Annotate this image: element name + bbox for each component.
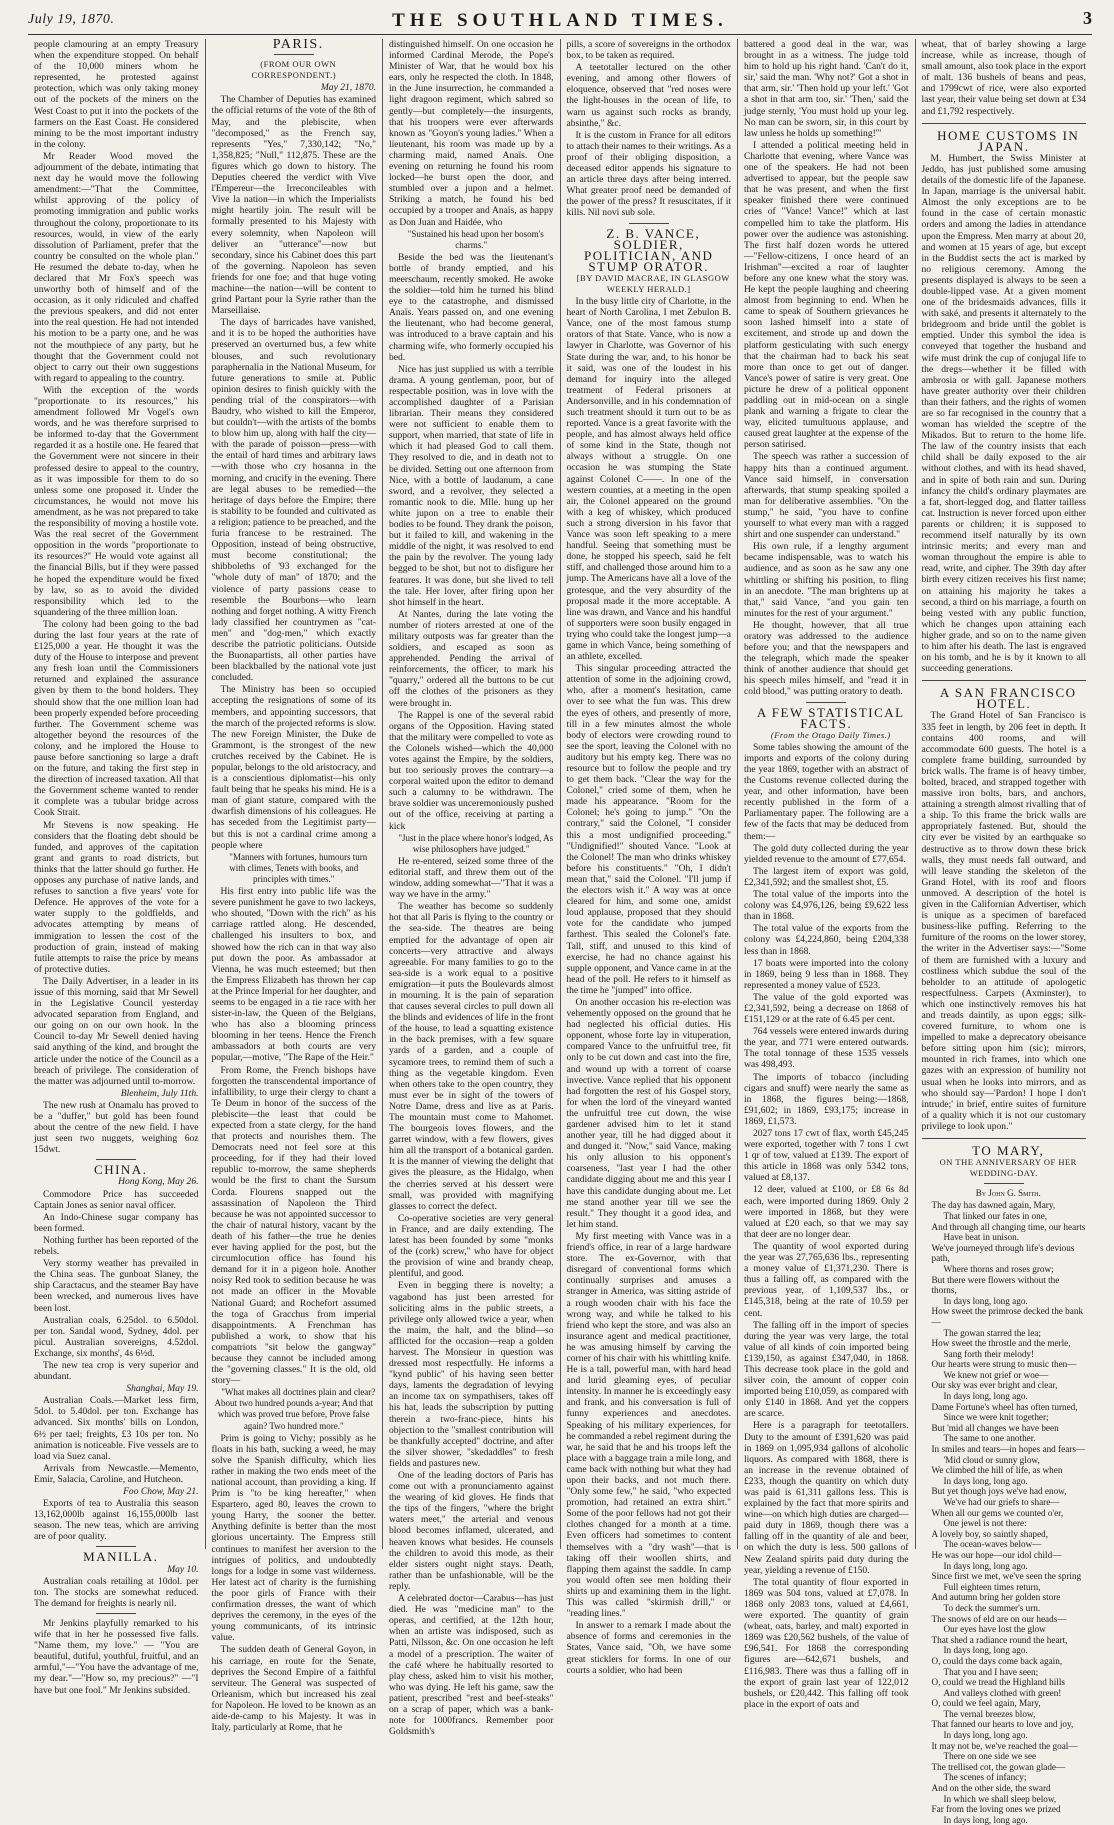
verse-line: In days long, long ago. [943, 1645, 1028, 1656]
poem [922, 1200, 1087, 1825]
column-4 [561, 39, 739, 1676]
verse-line: He was our hope—our idol child— [931, 1549, 1062, 1560]
paragraph: The largest item of export was gold, £2,341,592; and the smallest shot, £5. [744, 865, 909, 888]
verse-line: But 'mid all changes we have been [931, 1422, 1059, 1433]
paragraph: M. Humbert, the Swiss Minister at Jeddo, has just published some amusing details of the domestic life of the Japanese. In Japan, marriage is the universal habit. Almost the only exceptions are to be found in the case of certain monastic orders and among the ladies in attendance upon the Empress. Men marry at about 20, and women at 15 years of age, but except in the Buddist sects the act is marked by no religious ceremony. Among the presents displayed is always to be seen a double-lipped vase. At a given moment one of the bridesmaids advances, fills it with saké, and presents it alternately to the bridegroom and bride until the goblet is emptied. Under this symbol the idea is conveyed that together the husband and wife must drink the cup of conjugal life to the dregs—whether it be filled with ambrosia or with gall. Japanese mothers have greater authority over their children than their fathers, and the rights of women are so far recognised in the country that a woman has wielded the sceptre of the Mikados. But to return to the home life. The law of the country insists that each child shall be daily exposed to the air without clothes, and with its head shaved, and in spite of both rain and sun. During infancy the child's ordinary playmates are a fat, short-legged dog, and flatter tailless cat. Instruction is never forced upon either parents or children; it is supposed to recommend itself naturally by its own intrinsic merits; and every man and woman throughout the empire is able to read, write, and cipher. The 39th day after birth every citizen receives his first name; on attaining his majority he takes a second, a third on his marriage, a fourth on being vested with any public function, which he changes upon attaining each higher grade, and so on to the name given to him after his death. The last is engraved on his tomb, and he is by it known to all succeeding generations. [921, 152, 1086, 675]
verse-line: A lovely boy, so saintly shaped, [931, 1528, 1049, 1539]
columns [28, 37, 1092, 1825]
verse-line: The scenes of infancy; [943, 1772, 1027, 1783]
verse-line: Sang forth their melody! [943, 1348, 1035, 1359]
divider [922, 1138, 1087, 1139]
paragraph: Australian coals, 6.25dol. to 6.50dol. per ton. Sandal wood, Sydney, 4dol. per picul. Australian sovereigns, 4.52dol. Exchange, six months', 4s 6½d. [34, 1314, 199, 1359]
paragraph: The falling off in the import of species during the year was very large, the total value of all kinds of coin imported being £139,150, as against £347,040, in 1868. This decrease took place in the gold and silver coin, the amount of copper coin imported being £10,059, as compared with only £140 in 1868. And yet the coppers are scarce. [744, 1319, 909, 1420]
verse-line: Since we were knit together; [943, 1412, 1049, 1423]
article-subheading: (From the Otago Daily Times.) [770, 729, 891, 740]
paragraph: The gold duty collected during the year yielded revenue to the amount of £77,654. [744, 842, 909, 865]
paragraph: His own rule, if a lengthy argument became indispensable, was to watch his audience, and as soon as he saw any one whittling or shifting his position, to fling in an anecdote. "The man brightens up at that," said Vance, "and you gain ten minutes for the rest of your argument." [744, 541, 909, 619]
divider [96, 1546, 136, 1547]
paragraph: Australian Coals.—Market less firm, 5dol. to 5.40dol. per ton. Exchange has advanced. Six months' bills on London, 6½ per tael; freights, £3 10s per ton. No animation is noticeable. Five vessels are to load via Suez canal. [34, 1395, 199, 1462]
paragraph: His first entry into public life was the severe punishment he gave to two lackeys, who shouted, "Down with the rich" as his carriage rattled along. He descended, challenged his insulters to box, and showed how the rich can in that way also put down the poor. As ambassador at Vienna, he was much esteemed; but then the Empress Elizabeth has thrown her cap at the Prince Imperial for her daughter, and seems to be engaged in a tie race with her sister-in-law, the Queen of the Belgians, who has also a blooming princess blooming in her teens. Hence the French ambassadors at both courts are very popular,—motive, "The Rape of the Heir." [211, 886, 376, 1064]
poem-subtitle: ON THE ANNIVERSARY OF HER WEDDING-DAY. [939, 1157, 1077, 1179]
verse-line: We climbed the hill of life, as when [931, 1465, 1063, 1476]
paragraph: Australian coals retailing at 10dol. per ton. The stocks are somewhat reduced. The demand for freights is nearly nil. [34, 1575, 199, 1609]
paragraph: The new rush at Onamalu has proved to be a "duffer," but gold has been found about the centre of the new field. I have just seen two nuggets, weighing 6oz 15dwt. [34, 1099, 199, 1156]
paragraph: On another occasion his re-election was vehemently opposed on the ground that he had neglected his official duties. His opponent, whose forte lay in vituperation, compared Vance to the unfruitful tree, fit only to be cut down and cast into the fire, and wound up with a torrent of coarse invective. Vance replied that his opponent had forgotten the rest of his Gospel story, for when the lord of the vineyard wanted the unfruitful tree cut down, the wise gardener advised him to let it stand another year, till he had digged about it and dunged it. "Now," said Vance, making his only allusion to his opponent's coarseness, "last year I had the other candidate digging about me and this year I have this candidate dunging about me. Let me stand another year till we see the result." They thought it a good idea, and let him stand. [566, 996, 731, 1230]
verse-line: And autumn bring her golden store [931, 1592, 1061, 1603]
verse-line: The same to one another. [943, 1433, 1036, 1444]
verse-line: That fanned our hearts to love and joy, [931, 1719, 1074, 1730]
paragraph: 12 deer, valued at £100, or £8 6s 8d each, were imported during 1869. Only 2 were imported in 1868, but they were valued at £20 each, so that we may say that deer are no longer dear. [744, 1184, 909, 1240]
divider [922, 680, 1087, 681]
article-subheading: [BY DAVID MACRAE, IN GLASGOW WEEKLY HERALD.] [576, 272, 730, 294]
column-5 [738, 39, 916, 1710]
verse-line: In smiles and tears—in hopes and fears— [931, 1444, 1086, 1455]
paragraph: A celebrated doctor—Carabus—has just died. He was "medicine man" to the operas, and certified, at the 12th hour, when an artiste was indisposed, such as Patti, Nilsson, &c. On one occasion he left a model of a prescription. The waiter of the café where he habitually resorted to play chess, asked him to visit his mother, who was dying. He left his game, saw the patient, prescribed "rest and beef-steaks" on a scrap of paper, which was a bank-note for 1000francs. Remember poor Goldsmith's [389, 1593, 554, 1738]
article-subheading: (FROM OUR OWN CORRESPONDENT.) [251, 59, 337, 81]
paragraph: pills, a score of sovereigns in the orthodox box, to be taken as required. [566, 39, 731, 62]
newspaper-title: THE SOUTHLAND TIMES. [392, 10, 728, 31]
issue-date: July 19, 1870. [28, 12, 115, 27]
paragraph: battered a good deal in the war, was brought in as a witness. The judge told him to hold up his right hand. 'Can't do it, sir,' said the man. 'Why not?' Got a shot in that arm, sir.' 'Then hold up your left.' 'Got a shot in that arm too, sir.' 'Then,' said the judge sternly, 'You must hold up your leg. No man can be sworn, sir, in this court by law unless he holds up something!'" [744, 39, 909, 139]
paragraph: One of the leading doctors of Paris has come out with a pronunciamento against the wearing of kid gloves. He finds that the tips of the fingers, "where the bright waters meet," the arterial and venous blood becomes inflamed, ulcerated, and heaven knows what besides. He counsels the children to avoid this mode, as their elder sisters ought night stays. Death, rather than be unfashionable, will be the reply. [389, 1470, 554, 1592]
verse-quote: "Manners with fortunes, humours turn with climes, Tenets with books, and principles with times." [229, 851, 368, 884]
divider [922, 123, 1087, 124]
verse-line: And on the other side, the sward [931, 1783, 1051, 1794]
paragraph: The Rappel is one of the several rabid organs of the Opposition. Having stated that the military were compelled to vote as the Colonels wished—which the 40,000 votes against the Empire, by the soldiers, but too seriously proves the contrary—a corporal waited upon the editor to demand such a calumny to be withdrawn. The brave soldier was unceremoniously pushed out of the office, receiving at parting a kick [389, 709, 554, 832]
verse-line: That linked our fates in one, [943, 1210, 1048, 1221]
paragraph: The speech was rather a succession of happy hits than a continued argument. Vance said himself, in conversation afterwards, that stump speaking spoiled a man for deliberative assemblies. "On the stump," he said, "you have to confine yourself to what every man with a ragged shirt and one suspender can understand." [744, 451, 909, 541]
verse-line: In days long, long ago. [943, 1560, 1028, 1571]
poem-title: TO MARY, [972, 1143, 1045, 1158]
paragraph: Even in begging there is novelty; a vagabond has just been arrested for soliciting alms in the public streets, a privilege only allowed twice a year, when the maim, the halt, and the blind—so afflicted for the occasion—reap a golden harvest. The Monsieur in question was dressed most respectfully. He informs a "kynd public" of his having seen better days, laments the degradation of levying an income tax on sympathisers, takes off his hat, leads the subscription by putting therein a two-franc-piece, hints his objection to the "smallest contribution will be thankfully accepted" doctrine, and after the silver shower, "skedaddles" to fresh fields and pastures new. [389, 1280, 554, 1469]
paragraph: Arrivals from Newcastle.—Memento, Emir, Salacia, Caroline, and Hutcheon. [34, 1462, 199, 1485]
verse-line: We've had our griefs to share— [943, 1497, 1060, 1507]
article-heading-japan: HOME CUSTOMS IN JAPAN. [937, 127, 1080, 154]
verse-line: Our eyes have lost the glow [943, 1624, 1046, 1635]
article-heading-hotel: A SAN FRANCISCO HOTEL. [939, 685, 1077, 712]
paragraph: Commodore Price has succeeded Captain Jones as senior naval officer. [34, 1188, 199, 1211]
paragraph: It is the custom in France for all editors to attach their names to their writings. As a proof of their obliging disposition, a deceased editor appends his signature to an article three days after being interred. What greater proof need be demanded of the power of the press? It resuscitates, if it kills. Nil novi sub sole. [566, 129, 731, 219]
paragraph: A teetotaller lectured on the other evening, and among other flowers of eloquence, observed that "red noses were the light-houses in the ocean of life, to warn us against such rocks as brandy, absinthe," &c. [566, 62, 731, 129]
paragraph: Beside the bed was the lieutenant's bottle of brandy emptied, and his meerschaum, recently smoked. He awoke the soldier—told him he turned his blind eye to the catastrophe, and dismissed Anaïs. Years passed on, and one evening the lieutenant, who had become general, was introduced to a brave captain and his charming wife, who formerly occupied his bed. [389, 251, 554, 363]
verse-line: Have beat in unison. [943, 1232, 1020, 1243]
paragraph: He thought, however, that all true oratory was addressed to the audience before you; and that the newspapers and the telegraph, which made the speaker think of another audience that should get his speech miles himself, and "read it in cold blood," was putting oratory to death. [744, 619, 909, 698]
paragraph: The Grand Hotel of San Francisco is 335 feet in length, by 206 feet in depth. It contains 400 rooms, and will accommodate 600 guests. The hotel is a complete frame building, surrounded by brick walls. The frame is of heavy timber, bolted, braced, and strapped together with massive iron bolts, bars, and anchors, attaining a strength almost rivalling that of a ship. To this frame the brick walls are appropriately fastened. But, should the city ever be visited by an earthquake so destructive as to throw down these brick walls, they must needs fall outward, and will leave standing the skeleton of the Grand Hotel, with its roof and floors unmoved. A description of the hotel is given in the Californian Advertiser, which is unique as a specimen of barefaced business-like puffing. Referring to the furniture of the rooms on the lower storey, the writer in the Advertiser says:—"Some of them are furnished with a luxury and costliness which subdue the soul of the beholder to an attitude of apologetic respectfulness. Carpets (Axminster), to which one instinctively removes his hat and treads daintily, as upon eggs; silk-covered furniture, to whom one is impelled to make a deprecatory obeisance before sitting upon him (sic); mirrors, mounted in rich frames, into which one gazes with an expression of humility not usual when he looks into mirrors, and as who should say—'Pardon! I hope I don't intrude;' in brief, entire suites of furniture of a quality which it is not our customary privilege to look upon." [921, 710, 1086, 1132]
verse-line: The ocean-waves below— [943, 1539, 1042, 1550]
masthead [28, 8, 1092, 35]
verse-line: The vernal breezes blow, [943, 1708, 1036, 1719]
verse-line: In days long, long ago. [943, 1730, 1028, 1741]
verse-line: O, could we feel again, Mary, [931, 1698, 1041, 1709]
verse-line: That shed a radiance round the heart, [931, 1634, 1068, 1645]
paragraph: The new tea crop is very superior and abundant. [34, 1359, 199, 1383]
divider [806, 702, 846, 703]
verse-line: Our hearts were strung to music then— [931, 1359, 1077, 1370]
paragraph: The colony had been going to the bad during the last four years at the rate of £125,000 a year. He thought it was the duty of the House to interpose and prevent any fresh loan until the Commissioners returned and explained the assurance given by them to the bond holders. They should show that the one million loan had been properly expended before proceeding further. The Government scheme was altogether beyond the resources of the colony, and he implored the House to pause before sanctioning so large a draft on the future, and taking the first step in the direction of increased taxation. All that the Government scheme wanted to render it complete was a tubular bridge across Cook Strait. [34, 618, 199, 819]
paragraph: The sudden death of General Goyon, in his carriage, en route for the Senate, deprives the Second Empire of a faithful serviteur. The General was suspected of Orleanism, which but increased his zeal for Napoleon. He loved to be known as an aide-de-camp to his Majesty. It was in Italy, particularly at Rome, that he [211, 1644, 376, 1734]
verse-line: In days long, long ago. [943, 1475, 1028, 1486]
dateline: Hong Kong, May 26. [118, 1176, 199, 1188]
paragraph: In the busy little city of Charlotte, in the heart of North Carolina, I met Zebulon B. Vance, one of the most famous stump orators of that State. Vance, who is now a lawyer in Charlotte, was Governor of his State during the war, and, to his honor be it said, was one of the loudest in his demand for inquiry into the alleged treatment of Federal prisoners at Andersonville, and in his condemnation of such treatment should it turn out to be as reported. Vance is a great favorite with the people, and has almost always held office of some kind in the State, though not always without a struggle. On one occasion he was stumping the State against Colonel C——. In one of the western counties, at a meeting in the open air, the Colonel appeared on the ground with a keg of whiskey, which produced such a strong diversion in his favor that Vance was soon left speaking to a mere handful. Seeing that something must be done, he stopped his speech, said he felt stiff, and challenged those around him to a jump. The Americans have all a love of the grotesque, and the very absurdity of the proposal made it the more acceptable. A line was drawn, and Vance and his handful of supporters were soon busily engaged in trying who could take the longest jump—a game in which Vance, being something of an athlete, excelled. [566, 296, 731, 663]
paragraph: Mr Stevens is now speaking. He considers that the floating debt should be funded, and approves of the capitation grant and grants to road districts, but thinks that the latter should go further. He opposes any purchase of native lands, and refuses to sanction a five years' vote for Defence. He approves of the vote for a water supply to the goldfields, and advocates attempting by means of immigration to lessen the cost of the production of grain, instead of making futile attempts to raise the price by means of protective duties. [34, 819, 199, 975]
divider [96, 1159, 136, 1160]
verse-line: In which we shall sleep below, [943, 1793, 1057, 1804]
article-heading-vance: Z. B. VANCE, SOLDIER, POLITICIAN, AND STUMP ORATOR. [584, 225, 714, 274]
verse-quote: "Sustained his head upon her bosom's charms." [407, 228, 544, 250]
column-1 [28, 39, 206, 1696]
dateline: Blenheim, July 11th. [120, 1087, 199, 1099]
verse-line: O, could the days come back again, [931, 1655, 1063, 1666]
paragraph: Mr Reader Wood moved the adjournment of the debate, intimating that next day he would move the following amendment:—"That the Committee, whilst approving of the policy of promoting immigration and public works throughout the colony, proportionate to its resources, would, in view of the early dissolution of Parliament, prefer that the country be consulted on the whole plan." He resumed the debate to-day, when he declared that Mr Fox's speech was unworthy both of himself and of the occasion, as it only ridiculed and chaffed the previous speakers, and did not enter into the real question. He had not intended his motion to be a party one, and he was not the mouthpiece of any party, but he thought that the Government could not object to carry out their own suggestions with regard to appealing to the country. [34, 150, 199, 384]
paragraph: The quantity of wool exported during the year was 27,765,636 lbs., representing a money value of £1,371,230. There is thus a falling off, as compared with the previous year, of 1,109,537 lbs., or £145,318, being at the rate of 10.59 per cent. [744, 1240, 909, 1319]
paragraph: 17 boats were imported into the colony in 1869, being 9 less than in 1868. They represented a money value of £523. [744, 957, 909, 991]
paragraph: The days of barricades have vanished, and it is to be hoped the authorities have preserved an overturned bus, a few white blouses, and such revolutionary paraphernalia in the National Museum, for future generations to smile at. Public opinion desires to finish quickly with the pending trial of the conspirators—with Baudry, who wished to kill the Emperor, but couldn't—with the artists of the bombs to blow him up, along with half the city—with the parade of poisson—press—with the entail of hard times and arbitrary laws—with those who cry hosanna in the morning, and crucify in the evening. There are legal abuses to be remedied—the heritage of days before the Empire; there is stability to be founded and cultivated as a religion; patience to be preached, and the furia francese to be restrained. The Opposition, instead of being obstructive, must become constitutional; the shibboleths of '93 exchanged for the "whole duty of man" of 1870; and the violence of party passions cease to resemble the Bourbons—who learn nothing and forget nothing. A witty French lady classified her countrymen as "cat-men" and "dog-men," which exactly describe the patriotic politicians. Outside the Buonapartists, all other parties have been blackballed by the national vote just concluded. [211, 317, 376, 684]
divider [984, 1183, 1024, 1184]
paragraph: Mr Jenkins playfully remarked to his wife that in her he possessed five falls. "Name them, my love." — "You are beautiful, dutiful, youthful, fruitful, and an armful,"—"You have the advantage of me, my dear."—"How so, my precious?" —"I have but one fool." Mr Jenkins subsided. [34, 1617, 199, 1696]
divider [96, 1613, 136, 1614]
paragraph: This singular proceeding attracted the attention of some in the adjoining crowd, who, after a moment's hesitation, came over to see what the fun was. This drew the eyes of others, and presently of more, till in a few minutes almost the whole body of electors were crowding round to see the sport, leaving the Colonel with no auditory but his empty keg. There was no resource but to follow the people and try to get them back. "Clear the way for the Colonel," cried some of them, when he made his appearance. "Room for the Colonel; he's going to jump." "On the contrary," said the Colonel, "I consider this a most undignified proceeding." "Undignified!" shouted Vance. "Look at the Colonel! The man who drinks whiskey before his constituents." "Oh, I didn't mean that," said the Colonel. "I'll jump if the electors wish it." A way was at once cleared for him, and some one, amidst loud applause, proposed that they should vote for the candidate who jumped farthest. This sealed the Colonel's fate. Tall, stiff, and unused to this kind of exercise, he had no chance against his supple opponent, and Vance came in at the head of the poll. He refers to it himself as the time he "jumped" into office. [566, 663, 731, 996]
paragraph: Nothing further has been reported of the rebels. [34, 1234, 199, 1258]
verse-line: In days long, long ago. [943, 1814, 1028, 1825]
verse-line: Far from the loving ones we prized [931, 1804, 1061, 1815]
paragraph: He re-entered, seized some three of the editorial staff, and threw them out of the window, adding somewhat—"That it was a way we have in the army." [389, 855, 554, 901]
paragraph: My first meeting with Vance was in a friend's office, in rear of a large hardware store. The ex-Governor, with that disregard of conventional forms which continually surprises and amuses a stranger in America, was sitting astride of a rough wooden chair with his face the wrong way, and while he talked to his friend who kept the store, and was also an insurance agent and medical practitioner, he was amusing himself by carving the corner of his chair with his whittling knife. He is a tall, powerful man, with hard head and lurid gleaming eyes, of peculiar intensity. In manner he is exceedingly easy and frank, and his conversation is full of funny experiences and anecdotes. Speaking of his military experiences, for he commanded a rebel regiment during the war, he said that he and his troops left the place with a baggage train a mile long, and came back with nothing but what they had upon their backs, and not much there. "Only some few," he said, "who expected promotion, had retained an extra shirt." Some of the poor fellows had not got their clothes changed for a month at a time. Even officers had sometimes to content themselves with a "dry wash"—that is taking off their woollen shirts, and flapping them against the saddle. In camp you would often see men holding their shirts up and examining them in the light. This was called "skirmish drill," or "reading lines." [566, 1230, 731, 1620]
divider [274, 54, 314, 55]
verse-line: How sweet the throstle and the merle, [931, 1338, 1071, 1349]
paragraph: The Chamber of Deputies has examined the official returns of the vote of the 8th of May, and the plebiscite, when "decomposed," as the French say, represents "Yes," 7,330,142; "No," 1,358,825; "Null," 112,875. These are the figures which go down to history. The Deputies cheered the verdict with Vive l'Empereur—the Irreconcileables with Vive la nation—in which the Imperialists might heartily join. The result will be formally presented to his Majesty with every solemnity, when Napoleon will deliver an "utterance"—now but secondary, since his Cabinet does this part of the governing. Napoleon has seven friends for one foe; and that huge voting machine—the nation—will be content to grind Partant pour la Syrie rather than the Marseillaise. [211, 94, 376, 317]
paragraph: The imports of tobacco (including cigars and snuff) were nearly the same as in 1868, the figures being:—1868, £91,602; in 1869, £93,175; increase in 1869, £1,573. [744, 1071, 909, 1127]
verse-line: Dame Fortune's wheel has often turned, [931, 1401, 1078, 1412]
paragraph: The value of the gold exported was £2,341,592, being a decrease on 1868 of £151,129 or at the rate of 6.45 per cent. [744, 991, 909, 1026]
verse-quote: "Just in the place where honor's lodged, As wise philosophers have judged." [398, 832, 554, 854]
paragraph: distinguished himself. On one occasion he informed Cardinal Merode, the Pope's Minister of War, that he would box his ears, only he respected the cloth. In 1848, in the June insurrection, he commanded a light dragoon regiment, which sabred so gently—but completely—the insurgents, that his troopers were ever afterwards known as "Goyon's young ladies." When a lieutenant, his room was made up by a charming maid, named Anaïs. One evening on returning he found his room locked—he burst open the door, and stumbled over a jupon and a helmet. Striking a match, he found his bed occupied by a trooper and Anaïs, as happy as Don Juan and Haidée, who [389, 39, 554, 228]
paragraph: The total value of the imports into the colony was £4,976,126, being £9,622 less than in 1868. [744, 889, 909, 923]
verse-line: That you and I have seen; [943, 1666, 1039, 1677]
paragraph: Here is a paragraph for teetotallers. Duty to the amount of £391,620 was paid in 1869 on 1,095,934 gallons of alcoholic liquors. As compared with 1868, there is an increase in the revenue obtained of £233, though the quantity on which duty was paid is 61,311 gallons less. This is explained by the fact that more spirits and wine—on which high duties are charged—paid duty in 1869, though there was a falling off in the quantity of ale and beer, on which the duty is less. 500 gallons of New Zealand spirits paid duty during the year, yielding a revenue of £150. [744, 1420, 909, 1576]
page-number: 3 [1083, 8, 1092, 28]
paragraph: The weather has become so suddenly hot that all Paris is flying to the country or the sea-side. The theatres are being emptied for the advantage of open air concerts—very attractive and always agreeable. For many families to go to the sea-side is a work equal to a positive emigration—it puts the Boulevards almost in mourning. It is the pain of separation that causes several circles to pull down all the blinds and evidences of life in the front of the house, to lead a squatting existence in the back premises, with a few square yards of a garden, and a couple of sycamore trees, to remind them of such a thing as the vegetable kingdom. Even when others take to the open country, they must ever be in sight of the towers of Notre Dame, dress and live as at Paris. The mountain must come to Mahomet. The bourgeois loves flowers, and the garret window, with a few flowers, gives him all the transport of a botanical garden. It is the manner of viewing the delight that gives the pleasure, as the Hidalgo, when the cherries served at his dessert were small, was provided with magnifying glasses to correct the defect. [389, 901, 554, 1212]
verse-line: It may not be, we've reached the goal— [931, 1740, 1078, 1751]
verse-line: The day has dawned again, Mary, [931, 1200, 1056, 1211]
paragraph: In answer to a remark I made about the absence of forms and ceremonies in the States, Vance said, "Oh, we have some great sticklers for forms. In one of our courts a soldier, who had been [566, 1620, 731, 1676]
paragraph: An Indo-Chinese sugar company has been formed. [34, 1211, 199, 1234]
verse-line: Where thorns and roses grow; [943, 1263, 1054, 1274]
column-3 [383, 39, 561, 1738]
paragraph: I attended a political meeting held in Charlotte that evening, where Vance was one of the speakers. He had not been advertised to appear, but the people saw that he was present, and when the first speaker finished there were continued cries of "Vance! Vance!" which at last compelled him to take the platform. His power over the audience was astonishing. The first half dozen words he uttered—"Fellow-citizens, I once heard of an Irishman"—excited a roar of laughter before any one knew what the story was. He kept the people laughing and cheering almost from beginning to end. When he came to speak of Southern grievances he soon lashed himself into a state of excitement, and strode up and down the platform gesticulating with such energy that the chairman had to back his seat more than once to get out of danger. Vance's power of satire is very great. One picture he drew of a political opponent paddling out in mid-ocean on a single plank and warning a frigate to clear the way, elicited tumultuous applause, and caused great laughter at the expense of the person satirised. [744, 139, 909, 451]
section-heading-china: CHINA. [94, 1162, 148, 1178]
verse-quote: "What makes all doctrines plain and clear? About two hundred pounds a-year; And that which was proved true before, Prove false again? Two hundred more." [214, 1387, 376, 1431]
paragraph: The Ministry has been so occupied accepting the resignations of some of its members, and appointing successors, that the march of the projected reforms is slow. The new Foreign Minister, the Duke de Grammont, is the strongest of the new crutches received by the Cabinet. He is popular, belongs to the old aristocracy, and is a conscientious diplomatist—his only fault being that he speaks his mind. He is a man of giant stature, compared with the dwarfish dimensions of his colleagues. He has seceded from the Legitimist party—but this is not a cardinal crime among a people where [211, 684, 376, 851]
verse-line: But there were flowers without the thorns, [931, 1274, 1060, 1296]
verse-line: The trellised cot, the gowan glade— [931, 1761, 1066, 1772]
paragraph: people clamouring at an empty Treasury when the expenditure stopped. On behalf of the 10,000 miners whom he represented, he protested against protection, which was only taking money out of the pockets of the miners on the West Coast to put it into the pockets of the farmers on the East Coast. He considered mining to be the most important industry in the colony. [34, 39, 199, 150]
verse-line: In days long, long ago. [943, 1391, 1028, 1402]
paragraph: The total quantity of flour exported in 1869 was 504 tons, valued at £7,078. In 1868 only 2083 tons, valued at £4,661, were exported. The quantity of grain (wheat, oats, barley, and malt) exported in 1869 was £20,562 bushels, of the value of £96,541. For 1868 the corresponding figures are—642,671 bushels, and £116,983. There was thus a falling off in the export of grain last year of 122,012 bushels, or £20,442. This falling off took place in the export of oats and [744, 1576, 909, 1710]
article-heading-paris: PARIS. [272, 37, 324, 52]
paragraph: At Nantes, during the late voting the number of rioters arrested at one of the military outposts was far greater than the soldiers, and escaped as soon as apprehended. Pending the arrival of reinforcements, the officer, to mark his "quarry," ordered all the buttons to be cut off the clothes of the prisoners as they were brought in. [389, 608, 554, 709]
divider [629, 223, 669, 224]
verse-line: The gowan starred the lea; [943, 1327, 1041, 1338]
verse-line: 'Mid cloud or sunny glow, [943, 1454, 1040, 1465]
paragraph: Exports of tea to Australia this season 13,162,000lb against 16,155,000lb last season. The new teas, which are arriving are of poor quality. [34, 1498, 199, 1543]
verse-line: One jewel is not there: [943, 1518, 1027, 1529]
dateline: May 21, 1870. [320, 82, 376, 94]
verse-line: When all our gems we counted o'er, [931, 1507, 1064, 1518]
paragraph: 764 vessels were entered inwards during the year, and 771 were entered outwards. The total tonnage of these 1535 vessels was 498,493. [744, 1026, 909, 1071]
verse-line: Since first we met, we've seen the spring [931, 1571, 1082, 1582]
verse-line: How sweet the primrose decked the bank— [931, 1306, 1084, 1327]
verse-line: And through all changing time, our hearts [931, 1221, 1086, 1232]
verse-line: But yet though joys we've had enow, [931, 1486, 1067, 1497]
paragraph: With the exception of the words "proportionate to its resources," his amendment followed Mr Vogel's own words, and he was therefore surprised to be informed to-day that the Government regarded it as a hostile one. He feared that the Government were not sincere in their professed desire to appeal to the country, as it was impossible for them to do so unless some one proposed it. Under the circumstances, he would not move his amendment, as he was not prepared to take the responsibility of moving a hostile vote. Was the real secret of the Government opposition in the words "proportionate to its resources?" He would vote against all the financial Bills, but if they were passed he hoped the expenditure would be fixed by law, so as to avoid the divided responsibility which led to the squandering of the three million loan. [34, 384, 199, 618]
paragraph: wheat, that of barley showing a large increase, while as increase, though of small amount, also took place in the export of malt. 136 bushels of beans and peas, and 1799cwt of rice, were also exported last year, their value being set down at £34 and £1,792 respectively. [921, 39, 1086, 117]
verse-line: We've journeyed through life's devious path, [931, 1242, 1075, 1264]
verse-line: To deck the summer's urn. [943, 1602, 1041, 1613]
paragraph: Co-operative societies are very general in France, and are daily extending. The latest has been founded by some "monks of the (cork) screw," who have for object the provision of wine and brandy cheap, plentiful, and good. [389, 1212, 554, 1280]
article-heading-statistics: A FEW STATISTICAL FACTS. [756, 704, 905, 731]
paragraph: Very stormy weather has prevailed in the China seas. The gunboat Slaney, the ship Caractacus, and the steamer Bay have been wrecked, and numerous lives have been lost. [34, 1258, 199, 1314]
verse-line: The snows of eld are on our heads— [931, 1613, 1067, 1624]
dateline: Shanghai, May 19. [126, 1383, 199, 1395]
poem-byline: By John G. Smith. [975, 1188, 1041, 1199]
paragraph: The Daily Advertiser, in a leader in its issue of this morning, said that Mr Sewell in the Legislative Council yesterday advocated separation from England, and our going on on our own hook. In the Council to-day Mr Sewell denied having said anything of the kind, and brought the article under the notice of the Council as a breach of privilege. The consideration of the matter was adjourned until to-morrow. [34, 975, 199, 1087]
verse-line: We knew not grief or woe— [943, 1369, 1049, 1380]
paragraph: 2027 tons 17 cwt of flax, worth £45,245 were exported, together with 7 tons 1 cwt 1 qr of tow, valued at £139. The export of this article in 1868 was only 5342 tons, valued at £8,137. [744, 1128, 909, 1184]
verse-line: Our sky was ever bright and clear, [931, 1380, 1058, 1391]
dateline: May 10. [167, 1563, 199, 1575]
paragraph: Prim is going to Vichy; possibly as he floats in his bath, sucking a weed, he may solve the Spanish difficulty, which lies rather in making the two ends meet of the national account, than providing a king. If Prim is "to be king hereafter," when Espartero, aged 80, leaves the crown to young Harry, the sooner the better. Anything definite is better than the most glorious uncertainty. The Empress still continues to manifest her aversion to the intrigues of politics, and undoubtedly longs for a lodge in some vast wilderness. Her latest act of charity is the furnishing the poor girls of France with their confirmation dresses, the want of which deprives the ceremony, in the eyes of the young communicants, of its intrinsic value. [211, 1432, 376, 1644]
paragraph: Some tables showing the amount of the imports and exports of the colony during the year 1869, together with an abstract of the Customs revenue collected during the year, and other information, have been recently published in the form of a Parliamentary paper. The following are a few of the facts that may be deduced from them:— [744, 741, 909, 842]
verse-line: O, could we tread the Highland hills [931, 1677, 1065, 1688]
column-6 [916, 39, 1093, 1825]
verse-line: Full eighteen times return, [943, 1581, 1041, 1592]
verse-line: In days long, long ago. [943, 1295, 1028, 1306]
paragraph: From Rome, the French bishops have forgotten the transcendental importance of infallibility, to urge their clergy to chant a Te Deum in honor of the success of the plebiscite—the least that could be expected from a state clergy, for the hand that protects and nourishes them. The Democrats need not feel sore at this proceeding, for if they had their loved republic to-morrow, the same shepherds would be the first to chant the Sursum Corda. Flourens snapped out the assassination of Napoleon the Third because he was not appointed successor to the chair of natural history, vacant by the death of his father—the true he denies ever having applied for the post, but the circumlocution office has found his demand for it in a pigeon hole. Another noisy Red took to sedition because he was not made an officer in the Movable National Guard; and Rochefort assumed the toga of Gracchus from imperial disappointments. A Frenchman has published a work, to show that his compatriots "sit below the gangway" because they cannot be included among the "governing classes." It is the old, old story— [211, 1064, 376, 1387]
paragraph: Nice has just supplied us with a terrible drama. A young gentleman, poor, but of respectable position, was in love with the accomplished daughter of a Parisian librarian. Their means they considered were not sufficient to enable them to support, when married, that state of life in which it had pleased God to call them. They resolved to die, and in death not to be divided. Setting out one afternoon from Nice, with a bottle of laudanum, a cane sword, and a revolver, they selected a romantic nook to die. Mlle. hung up her white jupon on a tree to enable their bodies to be found. They drank the poison, but it failed to kill, and wakening in the middle of the night, it was resolved to end the pain by the revolver. The young lady begged to be shot, but not to disfigure her features. It was done, but she lived to tell the tale. Her lover, after firing upon her shot himself in the heart. [389, 363, 554, 608]
paragraph: The total value of the exports from the colony was £4,224,860, being £204,338 less than in 1868. [744, 923, 909, 957]
section-heading-manilla: MANILLA. [83, 1549, 159, 1565]
dateline: Foo Chow, May 21. [123, 1486, 199, 1497]
column-2 [206, 37, 384, 1734]
verse-line: There on one side we see [943, 1751, 1037, 1762]
verse-line: And valleys clothed with green! [943, 1687, 1062, 1698]
